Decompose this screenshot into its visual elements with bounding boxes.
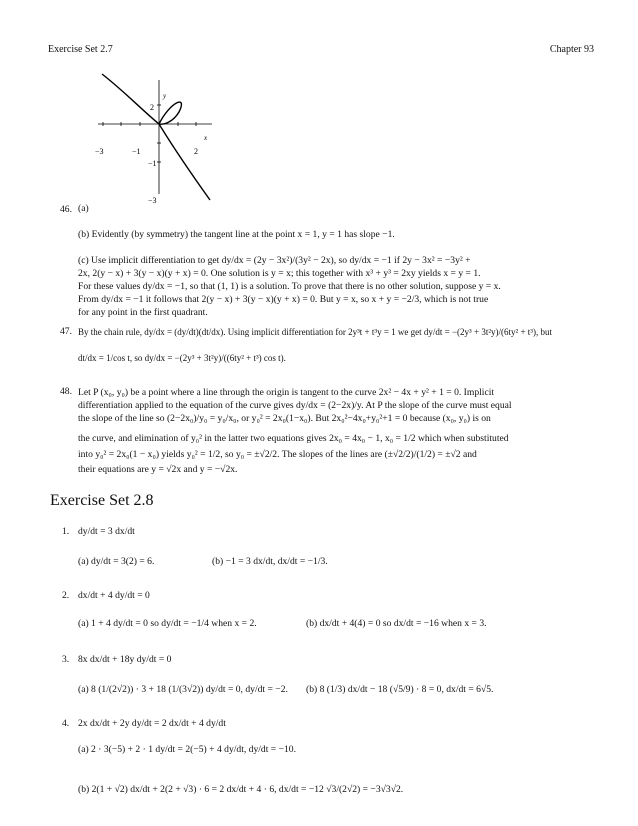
ex47-line2: dt/dx = 1/cos t, so dy/dx = −(2y³ + 3t²y)/((6ty² + t³) cos t). [78, 353, 286, 363]
y-tick-label-m3: −3 [148, 196, 157, 205]
ex46-part-c-line5: for any point in the first quadrant. [78, 307, 208, 318]
x-tick-label-m1: −1 [132, 147, 141, 156]
ex47-line1: By the chain rule, dy/dx = (dy/dt)(dt/dx). Using implicit differentiation for 2y³t + t³y = 1 we get dy/dt = −(2y³ + 3t²y)/(6ty² + t³), but [78, 327, 552, 337]
x-tick-label-2: 2 [194, 147, 198, 156]
y-tick-label-2: 2 [150, 103, 154, 112]
es28-item3-part-b: (b) 8 (1/3) dx/dt − 18 (√5/9) · 8 = 0, dx/dt = 6√5. [306, 684, 494, 695]
ex46-part-c-line4: From dy/dx = −1 it follows that 2(y − x) + 3(y − x)(y + x) = 0. But y = x, so x + y = −2/3, which is not true [78, 294, 489, 305]
es28-item2-equation: dx/dt + 4 dy/dt = 0 [78, 590, 150, 601]
ex46-part-c-line3: For these values dy/dx = −1, so that (1, 1) is a solution. To prove that there is no other solution, suppose y = x. [78, 281, 501, 292]
x-axis-label: x [204, 134, 208, 142]
header-right: Chapter 93 [549, 44, 594, 55]
ex48-line6: their equations are y = √2x and y = −√2x. [78, 464, 238, 475]
ex46-part-b: (b) Evidently (by symmetry) the tangent line at the point x = 1, y = 1 has slope −1. [78, 229, 395, 240]
ex46-part-c-line1: (c) Use implicit differentiation to get dy/dx = (2y − 3x²)/(3y² − 2x), so dy/dx = −1 if 2y − 3x² = −3y² + [78, 255, 471, 266]
ex48-number: 48. [60, 386, 72, 397]
es28-item4-equation: 2x dx/dt + 2y dy/dt = 2 dx/dt + 4 dy/dt [78, 718, 226, 729]
ex47-number: 47. [60, 326, 72, 337]
es28-item1-equation: dy/dt = 3 dx/dt [78, 526, 135, 537]
x-tick-label-m3: −3 [95, 147, 104, 156]
y-axis-label: y [163, 92, 167, 100]
es28-item4-number: 4. [62, 718, 70, 729]
y-tick-label-m1: −1 [148, 159, 157, 168]
es28-item2-part-a: (a) 1 + 4 dy/dt = 0 so dy/dt = −1/4 when x = 2. [78, 618, 257, 629]
es28-item3-part-a: (a) 8 (1/(2√2)) · 3 + 18 (1/(3√2)) dy/dt = 0, dy/dt = −2. [78, 684, 288, 695]
es28-item2-part-b: (b) dx/dt + 4(4) = 0 so dx/dt = −16 when x = 3. [306, 618, 487, 629]
es28-item1-part-a: (a) dy/dt = 3(2) = 6. [78, 556, 155, 567]
es28-item1-part-b: (b) −1 = 3 dx/dt, dx/dt = −1/3. [212, 556, 328, 567]
ex48-line3: the slope of the line so (2−2x₀)/y₀ = y₀/x₀, or y₀² = 2x₀(1−x₀). But 2x₀²−4x₀+y₀²+1 = 0 because (x₀, y₀) is on [78, 413, 491, 424]
folium-curve [102, 74, 210, 200]
ex48-line2: differentiation applied to the equation of the curve gives dy/dx = (2−2x)/y. At P the slope of the curve must equal [78, 400, 512, 411]
ex46-number: 46. [60, 204, 72, 215]
es28-item4-part-b: (b) 2(1 + √2) dx/dt + 2(2 + √3) · 6 = 2 dx/dt + 4 · 6, dx/dt = −12 √3/(2√2) = −3√3√2. [78, 784, 404, 795]
es28-item4-part-a: (a) 2 · 3(−5) + 2 · 1 dy/dt = 2(−5) + 4 dy/dt, dy/dt = −10. [78, 744, 296, 755]
ex48-line1: Let P (x₀, y₀) be a point where a line through the origin is tangent to the curve 2x² − 4x + y² + 1 = 0. Implicit [78, 387, 495, 398]
es28-item3-equation: 8x dx/dt + 18y dy/dt = 0 [78, 654, 172, 665]
ex48-line5: into y₀² = 2x₀(1 − x₀) yields y₀² = 1/2, so y₀ = ±√2/2. The slopes of the lines are (±√2/2)/(1/2) = ±√2 and [78, 449, 477, 460]
ex46-part-c-line2: 2x, 2(y − x) + 3(y − x)(y + x) = 0. One solution is y = x; this together with x³ + y³ = 2xy yields x = y = 1. [78, 268, 481, 279]
es28-item3-number: 3. [62, 654, 70, 665]
section-heading: Exercise Set 2.8 [50, 492, 154, 509]
folium-graph [80, 62, 220, 212]
ex46-part-a: (a) [78, 203, 89, 214]
ex48-line4: the curve, and elimination of y₀² in the latter two equations gives 2x₀ = 4x₀ − 1, x₀ = 1/2 which when substituted [78, 433, 509, 444]
es28-item1-number: 1. [62, 526, 70, 537]
header-left: Exercise Set 2.7 [48, 44, 113, 55]
es28-item2-number: 2. [62, 590, 70, 601]
